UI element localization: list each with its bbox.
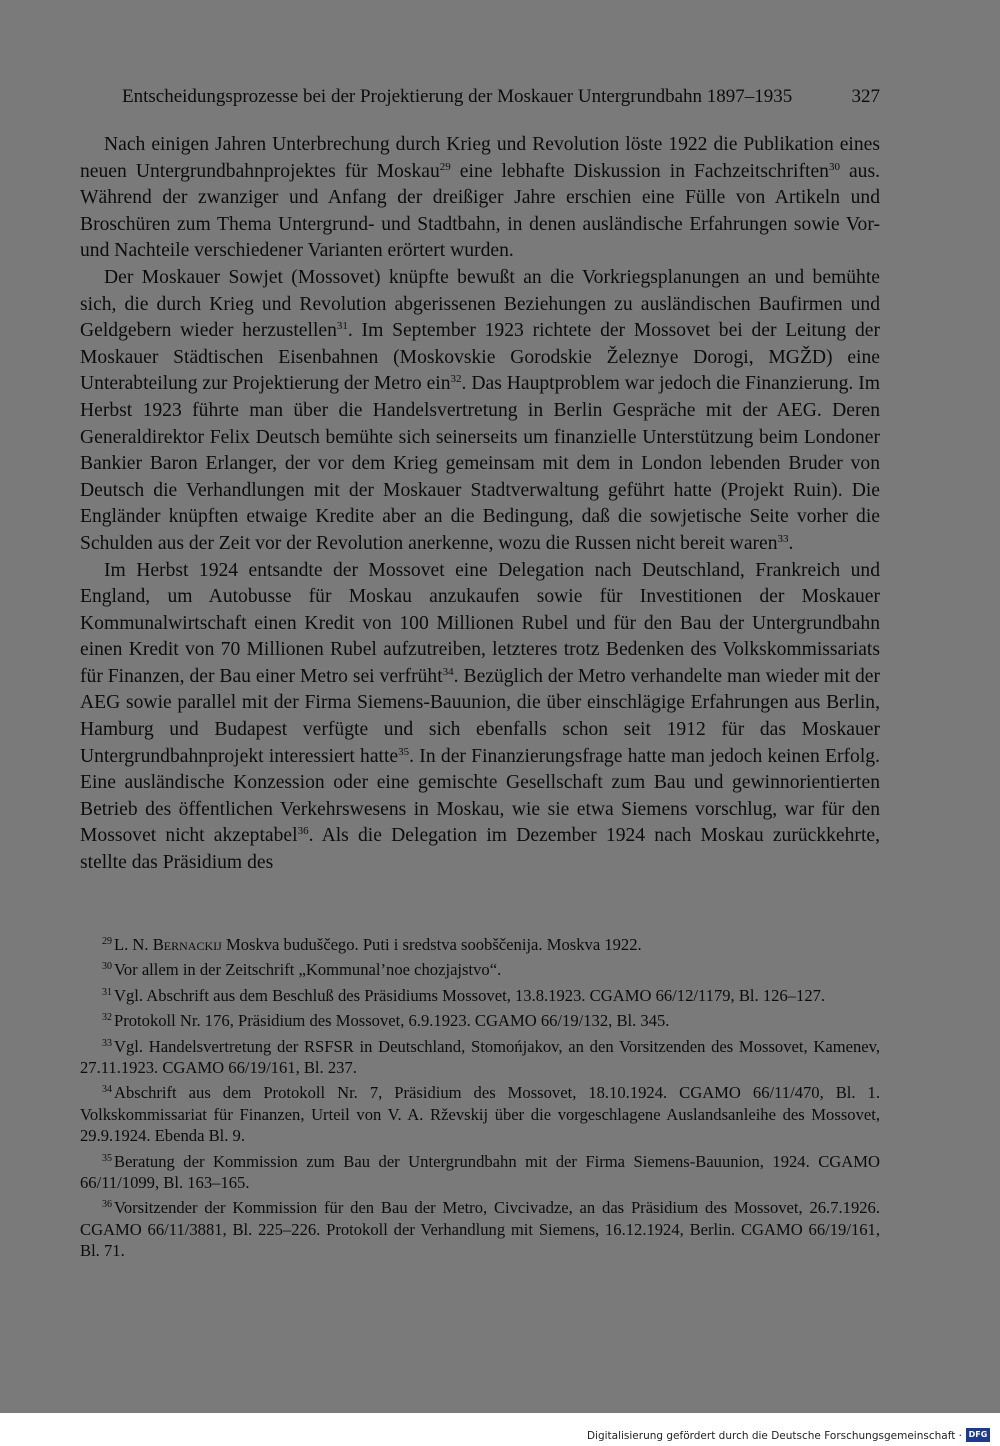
page-number: 327 [851, 86, 880, 107]
footnote-ref: 34 [442, 665, 454, 678]
footnote-ref: 29 [439, 160, 451, 173]
paragraph: Der Moskauer Sowjet (Mossovet) knüpfte bewußt an die Vorkriegsplanungen an und bemühte sich, die durch Krieg und Revolution abgerissenen Beziehungen zu ausländischen Baufirmen und Geldgebern wieder herzustellen$^{31}$. Im September 1923 richtete der Mossovet bei der Leitung der Moskauer Städtischen Eisenbahnen (Moskovskie Gorodskie Železnye Dorogi, MGŽD) eine Unterabteilung zur Projektierung der Metro ein$^{32}$. Das Hauptproblem war jedoch die Finanzierung. Im Herbst 1923 führte man über die Handelsvertretung in Berlin Gespräche mit der AEG. Deren Generaldirektor Felix Deutsch bemühte sich seinerseits um finanzielle Unterstützung beim Londoner Bankier Baron Erlanger, der vor dem Krieg gemeinsam mit dem in London lebenden Bruder von Deutsch die Verhandlungen mit der Moskauer Stadtverwaltung geführt hatte (Projekt Ruin). Die Engländer knüpften etwaige Kredite aber an die Bedingung, daß die sowjetische Seite vorher die Schulden aus der Zeit vor der Revolution anerkenne, wozu die Russen nicht bereit waren$^{33}$. [80, 266, 880, 554]
footnote: $^{32}$ Protokoll Nr. 176, Präsidium des Mossovet, 6.9.1923. CGAMO 66/19/132, Bl. 345. [102, 1011, 670, 1031]
footnote-ref: 33 [777, 532, 789, 545]
paragraph: Nach einigen Jahren Unterbrechung durch Krieg und Revolution löste 1922 die Publikation eines neuen Untergrundbahnprojektes für Moskau$^{29}$ eine lebhafte Diskussion in Fachzeitschriften$^{30}$ aus. Während der zwanziger und Anfang der dreißiger Jahre erschien eine Fülle von Artikeln und Broschüren zum Thema Untergrund- und Stadtbahn, in denen ausländische Erfahrungen sowie Vor- und Nachteile verschiedener Varianten erörtert wurden. [80, 134, 881, 262]
running-head [122, 84, 882, 110]
footnote: $^{34}$ Abschrift aus dem Protokoll Nr. 7, Präsidium des Mossovet, 18.10.1924. CGAMO 66/11/470, Bl. 1. Volkskommissariat für Finanzen, Urteil von V. A. Rževskij über die vorgeschlagene Auslandsanleihe des Mossovet, 29.9.1924. Ebenda Bl. 9. [80, 1083, 880, 1146]
footnote: $^{36}$ Vorsitzender der Kommission für den Bau der Metro, Civcivadze, an das Präsidium des Mossovet, 26.7.1926. CGAMO 66/11/3881, Bl. 225–226. Protokoll der Verhandlung mit Siemens, 16.12.1924, Berlin. CGAMO 66/19/161, Bl. 71. [80, 1198, 880, 1261]
footnote: $^{31}$ Vgl. Abschrift aus dem Beschluß des Präsidiums Mossovet, 13.8.1923. CGAMO 66/12/1179, Bl. 126–127. [102, 985, 826, 1005]
footnote-ref: 32 [450, 373, 462, 386]
footnote: $^{29}$ L. N. Bernackij Moskva buduščego. Puti i sredstva soobščenija. Moskva 1922. [102, 935, 642, 954]
running-title: Entscheidungsprozesse bei der Projektierung der Moskauer Untergrundbahn 1897–1935 [122, 86, 793, 107]
paragraph: Im Herbst 1924 entsandte der Mossovet eine Delegation nach Deutschland, Frankreich und England, um Autobusse für Moskau anzukaufen sowie für Investitionen der Moskauer Kommunalwirtschaft einen Kredit von 100 Millionen Rubel und für den Bau der Untergrundbahn einen Kredit von 70 Millionen Rubel aufzutreiben, letzteres trotz Bedenken des Volkskommissariats für Finanzen, der Bau einer Metro sei verfrüht$^{34}$. Bezüglich der Metro verhandelte man wieder mit der AEG sowie parallel mit der Firma Siemens-Bauunion, die über einschlägige Erfahrungen aus Berlin, Hamburg und Budapest verfügte und sich ebenfalls schon seit 1912 für das Moskauer Untergrundbahnprojekt interessiert hatte$^{35}$. In der Finanzierungsfrage hatte man jedoch keinen Erfolg. Eine ausländische Konzession oder eine gemischte Gesellschaft zum Bau und gewinnorientierten Betrieb des öffentlichen Verkehrswesens in Moskau, wie sie etwa Siemens vorschlug, war für den Mossovet nicht akzeptabel$^{36}$. Als die Delegation im Dezember 1924 nach Moskau zurückkehrte, stellte das Präsidium des [80, 559, 880, 874]
funding-bar [0, 1413, 1000, 1446]
footnotes [80, 934, 880, 1266]
footnote-ref: 31 [336, 320, 348, 333]
footnote: $^{33}$ Vgl. Handelsvertretung der RSFSR in Deutschland, Stomońjakov, an den Vorsitzenden des Mossovet, Kamenev, 27.11.1923. CGAMO 66/19/161, Bl. 237. [80, 1036, 880, 1078]
footnote-ref: 35 [398, 745, 410, 758]
footnote-ref: 36 [297, 825, 309, 838]
footnote-ref: 30 [828, 160, 840, 173]
footnote: $^{30}$ Vor allem in der Zeitschrift „Kommunal’noe chozjajstvo“. [102, 960, 502, 980]
footnote: $^{35}$ Beratung der Kommission zum Bau der Untergrundbahn mit der Firma Siemens-Bauunion, 1924. CGAMO 66/11/1099, Bl. 163–165. [80, 1151, 880, 1193]
body-text [80, 132, 880, 877]
dfg-logo: DFG [966, 1428, 990, 1442]
funding-notice: Digitalisierung gefördert durch die Deutsche Forschungsgemeinschaft · [586, 1430, 962, 1442]
footnote-author: L. N. Bernackij [114, 935, 222, 954]
